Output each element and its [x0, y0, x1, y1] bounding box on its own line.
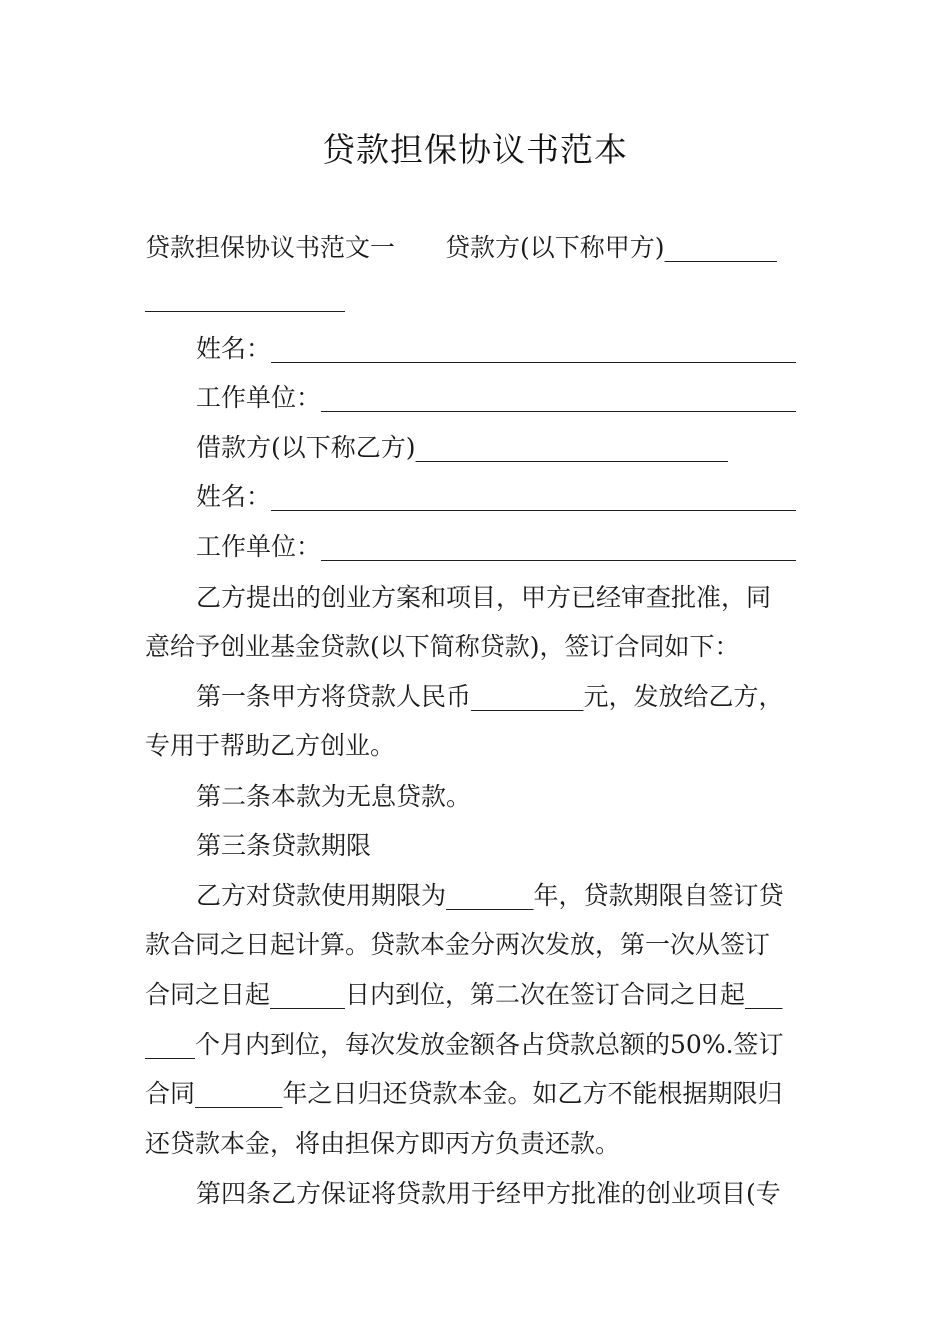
text-line: 合同之日起______日内到位，第二次在签订合同之日起___: [145, 980, 783, 1009]
text-line: 合同_______年之日归还贷款本金。如乙方不能根据期限归: [145, 1079, 783, 1108]
text-line: 第二条本款为无息贷款。: [196, 782, 472, 811]
text-line: 第一条甲方将贷款人民币_________元，发放给乙方，: [196, 682, 784, 711]
text-line: 款合同之日起计算。贷款本金分两次发放，第一次从签订: [145, 930, 771, 959]
document-title: 贷款担保协议书范本: [322, 130, 628, 169]
text-line: 工作单位：______________________________________: [196, 383, 797, 412]
text-line: 姓名：__________________________________________: [196, 334, 797, 363]
text-line: ________________: [145, 283, 345, 312]
text-line: 第三条贷款期限: [196, 831, 372, 860]
text-line: 贷款担保协议书范文一 贷款方(以下称甲方)_________: [145, 233, 778, 262]
text-line: 工作单位：______________________________________: [196, 532, 797, 561]
text-line: 专用于帮助乙方创业。: [145, 731, 396, 760]
text-line: 还贷款本金，将由担保方即丙方负责还款。: [145, 1129, 621, 1158]
text-line: 姓名：__________________________________________: [196, 482, 797, 511]
text-line: 借款方(以下称乙方)_________________________: [196, 433, 729, 462]
text-line: 第四条乙方保证将贷款用于经甲方批准的创业项目(专: [196, 1179, 781, 1208]
text-line: 意给予创业基金贷款(以下简称贷款)，签订合同如下：: [145, 632, 740, 661]
text-line: 乙方提出的创业方案和项目，甲方已经审查批准，同: [196, 583, 772, 612]
text-line: ____个月内到位，每次发放金额各占贷款总额的50%.签订: [145, 1030, 784, 1059]
text-line: 乙方对贷款使用期限为_______年，贷款期限自签订贷: [196, 881, 784, 910]
